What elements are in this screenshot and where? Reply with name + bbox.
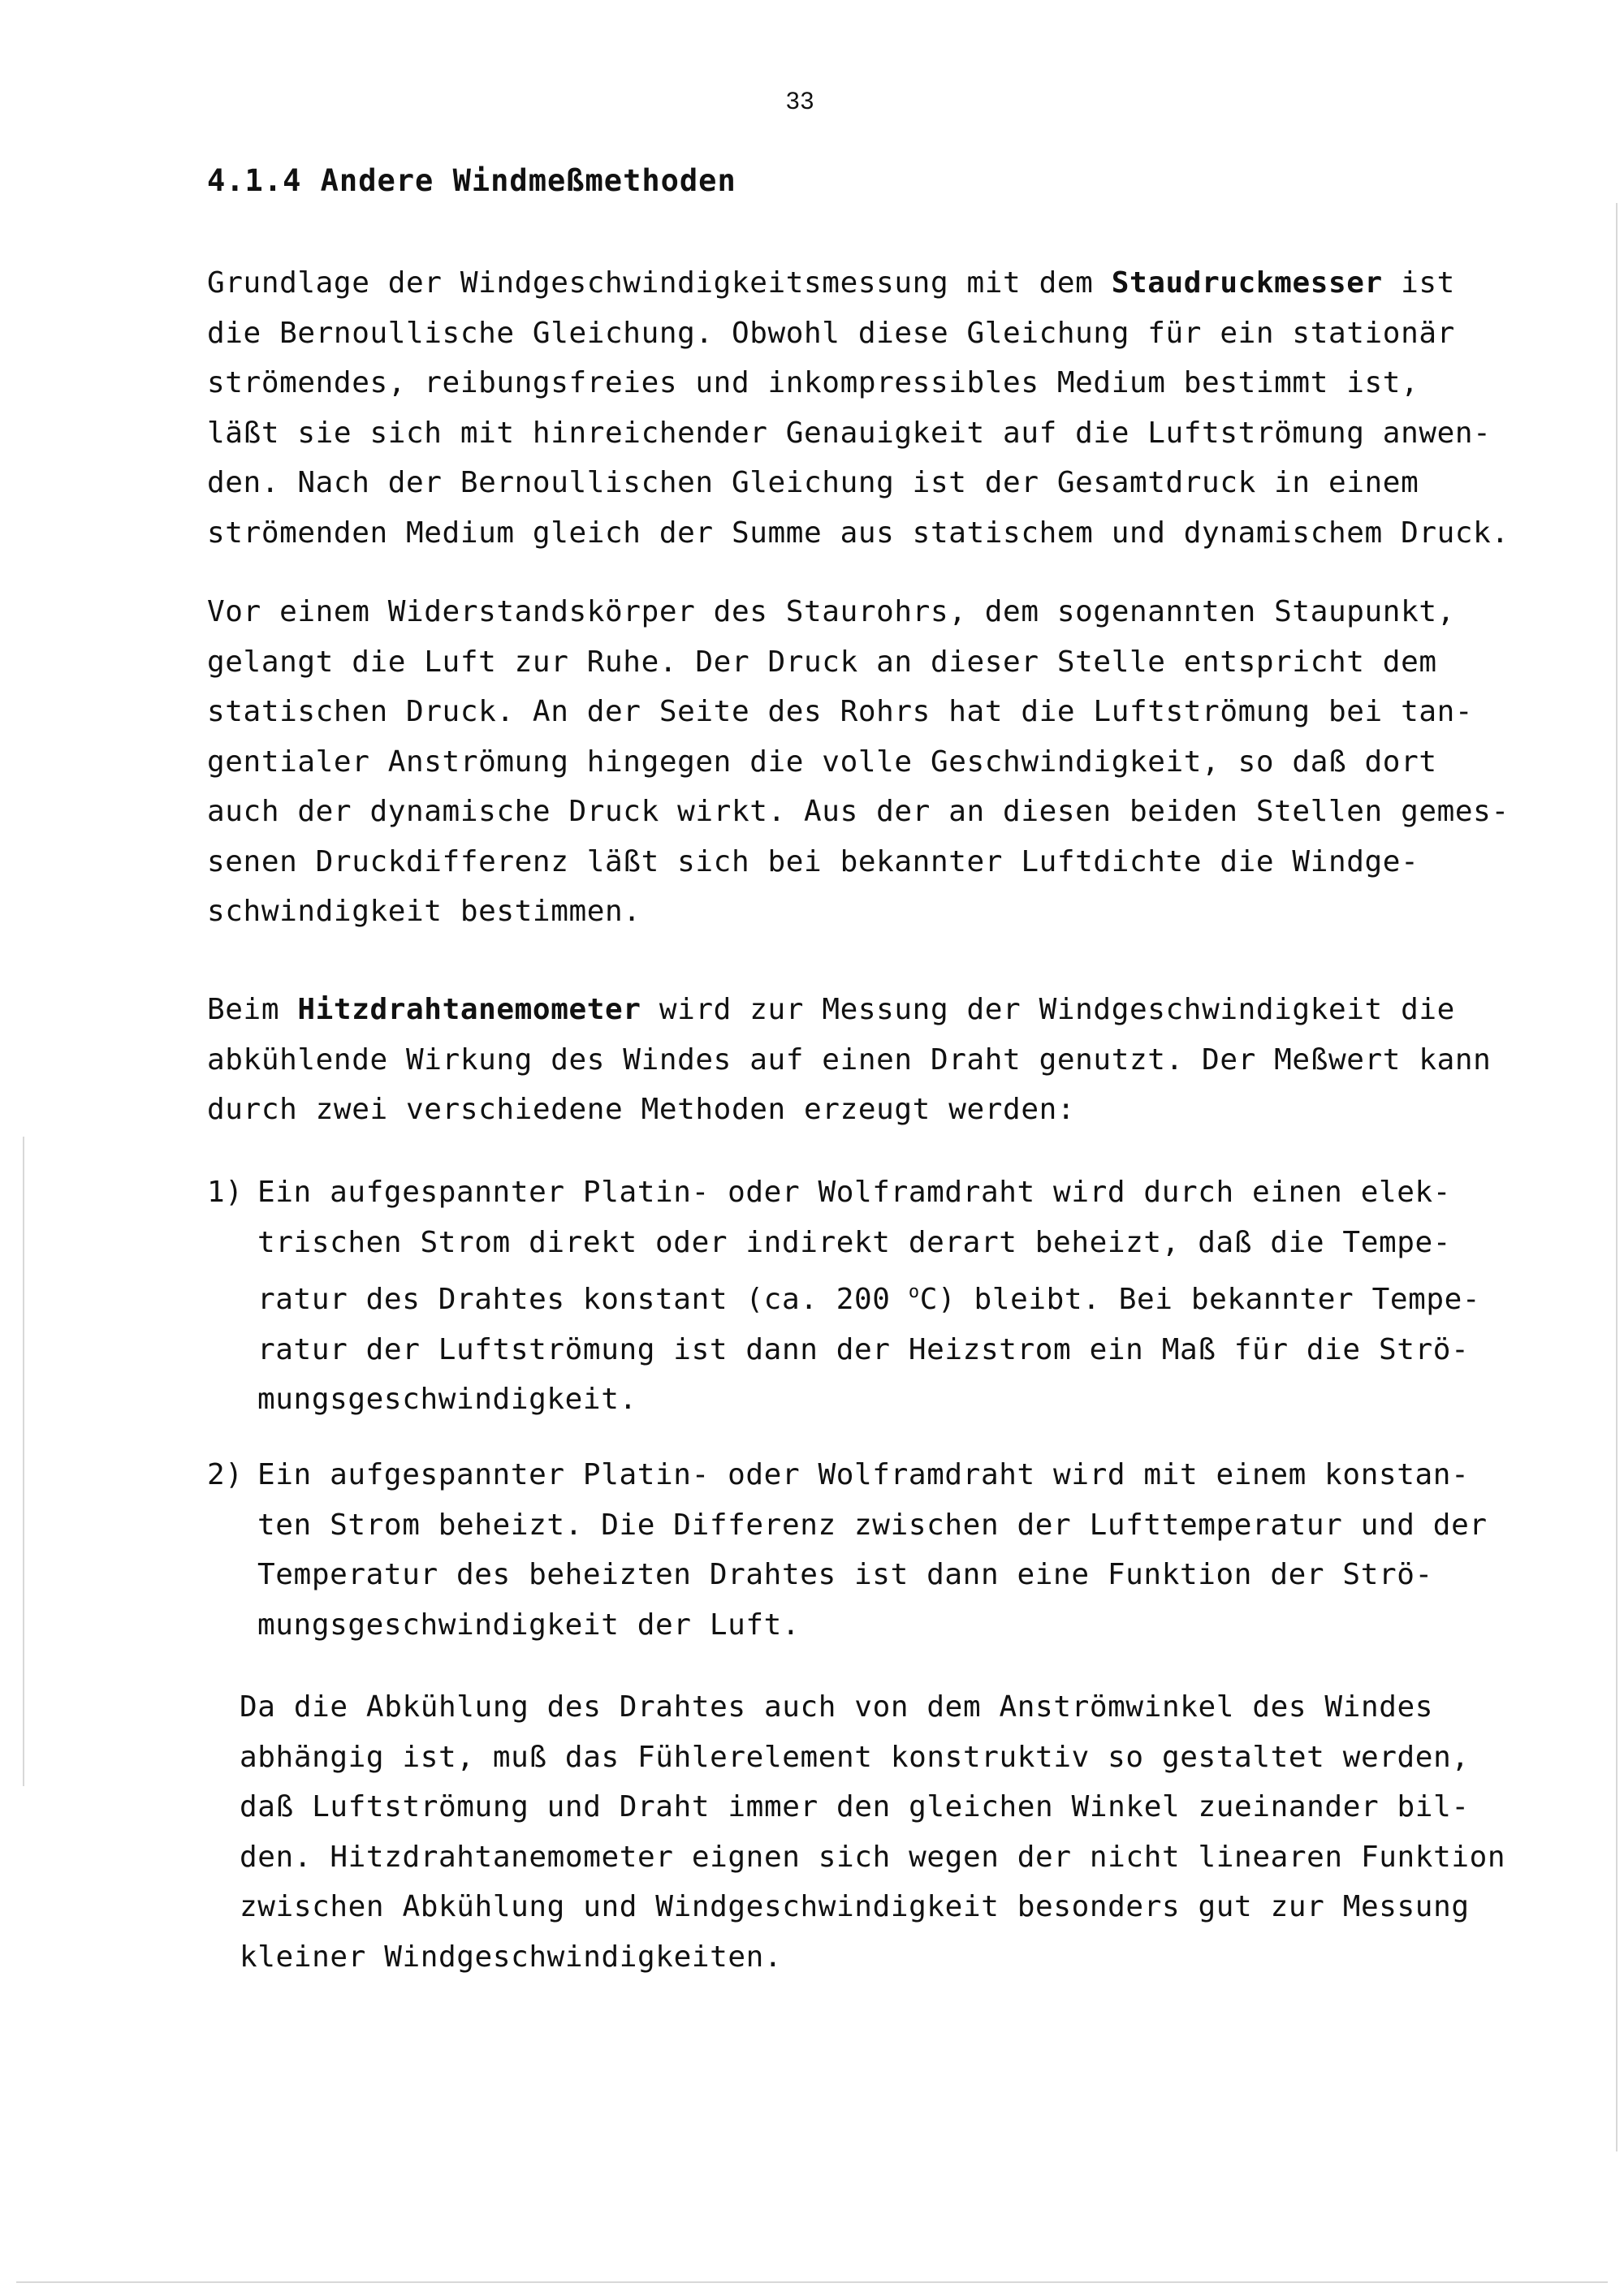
text-line: Ein aufgespannter Platin- oder Wolframdraht wird mit einem konstan- (257, 1458, 1470, 1491)
text-line: Ein aufgespannter Platin- oder Wolframdraht wird durch einen elek- (257, 1176, 1452, 1209)
list-number-2: 2) (207, 1458, 244, 1491)
term-staudruckmesser: Staudruckmesser (1111, 266, 1383, 300)
text-line: gentialer Anströmung hingegen die volle Geschwindigkeit, so daß dort (207, 744, 1437, 779)
text-line: abkühlende Wirkung des Windes auf einen Draht genutzt. Der Meßwert kann (207, 1042, 1492, 1077)
text-line: trischen Strom direkt oder indirekt derart beheizt, daß die Tempe- (257, 1225, 1452, 1259)
page-number: 33 (786, 88, 815, 114)
text-line: zwischen Abkühlung und Windgeschwindigkeit besonders gut zur Messung (240, 1890, 1470, 1923)
list-number-1: 1) (207, 1176, 244, 1209)
paragraph-staudruckmesser (207, 258, 1510, 558)
paragraph-staurohr (207, 587, 1510, 937)
paragraph-abkuehlung (240, 1682, 1506, 1982)
text-line: Grundlage der Windgeschwindigkeitsmessung mit dem Staudruckmesser ist (207, 266, 1455, 300)
text-line: mungsgeschwindigkeit. (257, 1383, 637, 1416)
text-line: den. Hitzdrahtanemometer eignen sich wegen der nicht linearen Funktion (240, 1840, 1506, 1874)
term-hitzdrahtanemometer: Hitzdrahtanemometer (297, 993, 641, 1026)
text-line: daß Luftströmung und Draht immer den gleichen Winkel zueinander bil- (240, 1790, 1470, 1823)
text-line: schwindigkeit bestimmen. (207, 895, 641, 928)
text-line: auch der dynamische Druck wirkt. Aus der an diesen beiden Stellen gemes- (207, 795, 1510, 828)
text-line: den. Nach der Bernoullischen Gleichung ist der Gesamtdruck in einem (207, 466, 1419, 499)
text-line: ratur der Luftströmung ist dann der Heizstrom ein Maß für die Strö- (257, 1332, 1470, 1366)
text-line: Temperatur des beheizten Drahtes ist dann eine Funktion der Strö- (257, 1558, 1433, 1591)
text-line: ten Strom beheizt. Die Differenz zwischen der Lufttemperatur und der (257, 1508, 1488, 1542)
text-line: kleiner Windgeschwindigkeiten. (240, 1940, 783, 1974)
scan-edge-bottom (16, 2281, 1608, 2283)
text-line: gelangt die Luft zur Ruhe. Der Druck an dieser Stelle entspricht dem (207, 645, 1437, 679)
text-line: strömendes, reibungsfreies und inkompressibles Medium bestimmt ist, (207, 366, 1419, 399)
text-line: durch zwei verschiedene Methoden erzeugt werden: (207, 1093, 1076, 1126)
list-item-1 (257, 1167, 1481, 1425)
text-line: Vor einem Widerstandskörper des Staurohrs, dem sogenannten Staupunkt, (207, 595, 1455, 628)
text-line: Da die Abkühlung des Drahtes auch von dem Anströmwinkel des Windes (240, 1690, 1434, 1724)
degree-superscript: o (908, 1282, 920, 1302)
section-heading: 4.1.4 Andere Windmeßmethoden (207, 163, 736, 198)
text-line: abhängig ist, muß das Fühlerelement konstruktiv so gestaltet werden, (240, 1740, 1470, 1774)
paragraph-hitzdrahtanemometer (207, 985, 1492, 1135)
text-line: die Bernoullische Gleichung. Obwohl diese Gleichung für ein stationär (207, 316, 1455, 350)
text-line: strömenden Medium gleich der Summe aus statischem und dynamischem Druck. (207, 516, 1510, 550)
text-line: ratur des Drahtes konstant (ca. 200 $^o$C) bleibt. Bei bekannter Tempe- (257, 1282, 1481, 1316)
text-line: senen Druckdifferenz läßt sich bei bekannter Luftdichte die Windge- (207, 844, 1419, 878)
scan-edge-right (1616, 203, 1618, 2151)
list-item-2 (257, 1450, 1488, 1650)
text-line: mungsgeschwindigkeit der Luft. (257, 1608, 801, 1642)
scan-edge-left (23, 1137, 24, 1786)
text-line: statischen Druck. An der Seite des Rohrs hat die Luftströmung bei tan- (207, 695, 1474, 728)
text-line: läßt sie sich mit hinreichender Genauigkeit auf die Luftströmung anwen- (207, 416, 1492, 450)
text-line: Beim Hitzdrahtanemometer wird zur Messung der Windgeschwindigkeit die (207, 993, 1455, 1026)
